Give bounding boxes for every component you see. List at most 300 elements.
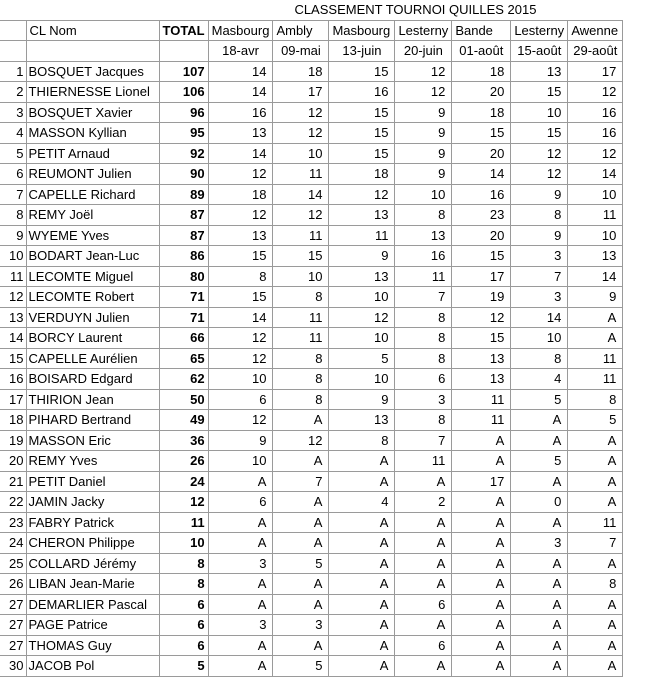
total-cell: 49 [159,410,208,431]
player-name-cell: REMY Joël [26,205,159,226]
rank-cell: 15 [0,348,26,369]
score-cell: A [511,553,568,574]
rank-cell: 22 [0,492,26,513]
score-cell: A [511,594,568,615]
score-cell: 12 [208,164,273,185]
score-cell: A [452,635,511,656]
rank-cell: 10 [0,246,26,267]
score-cell: A [511,635,568,656]
score-cell: 8 [395,307,452,328]
table-row [0,635,623,656]
score-cell: 11 [395,266,452,287]
rank-cell: 7 [0,184,26,205]
score-cell: 7 [273,471,329,492]
score-cell: A [273,512,329,533]
score-cell: 14 [208,61,273,82]
rank-cell: 5 [0,143,26,164]
score-cell: 15 [329,143,395,164]
score-cell: 15 [329,61,395,82]
score-cell: A [511,471,568,492]
score-cell: 10 [568,184,623,205]
score-cell: 9 [208,430,273,451]
rank-cell: 13 [0,307,26,328]
score-cell: 17 [273,82,329,103]
table-row [0,656,623,677]
score-cell: 7 [395,430,452,451]
total-cell: 71 [159,307,208,328]
player-name-cell: REUMONT Julien [26,164,159,185]
score-cell: A [511,410,568,431]
score-cell: 12 [273,102,329,123]
header-venue-5: Bande [452,20,511,41]
score-cell: 15 [452,328,511,349]
total-cell: 26 [159,451,208,472]
header-venue-3: Masbourg [329,20,395,41]
table-row [0,61,623,82]
total-cell: 92 [159,143,208,164]
rank-cell: 8 [0,205,26,226]
total-cell: 8 [159,553,208,574]
player-name-cell: BOSQUET Xavier [26,102,159,123]
total-cell: 87 [159,225,208,246]
score-cell: 16 [208,102,273,123]
header-venues-row [0,20,623,41]
score-cell: 13 [511,61,568,82]
table-row [0,82,623,103]
score-cell: 15 [452,123,511,144]
rank-cell: 23 [0,512,26,533]
score-cell: 18 [329,164,395,185]
score-cell: A [329,574,395,595]
table-row [0,430,623,451]
total-cell: 11 [159,512,208,533]
score-cell: 15 [511,123,568,144]
score-cell: A [273,574,329,595]
total-cell: 12 [159,492,208,513]
rank-cell: 3 [0,102,26,123]
total-cell: 71 [159,287,208,308]
total-cell: 36 [159,430,208,451]
rank-cell: 14 [0,328,26,349]
total-cell: 86 [159,246,208,267]
total-cell: 106 [159,82,208,103]
score-cell: A [395,512,452,533]
rank-cell: 4 [0,123,26,144]
table-row [0,512,623,533]
player-name-cell: LECOMTE Miguel [26,266,159,287]
score-cell: A [511,574,568,595]
total-cell: 6 [159,635,208,656]
rank-cell: 27 [0,615,26,636]
table-row [0,246,623,267]
score-cell: 11 [273,225,329,246]
score-cell: A [395,533,452,554]
score-cell: A [452,430,511,451]
score-cell: 10 [273,266,329,287]
rank-cell: 18 [0,410,26,431]
total-cell: 87 [159,205,208,226]
total-cell: 65 [159,348,208,369]
score-cell: A [273,451,329,472]
player-name-cell: REMY Yves [26,451,159,472]
table-row [0,266,623,287]
score-cell: A [395,471,452,492]
score-cell: A [568,471,623,492]
rank-cell: 2 [0,82,26,103]
score-cell: 6 [208,492,273,513]
score-cell: 14 [452,164,511,185]
total-cell: 89 [159,184,208,205]
header-venue-2: Ambly [273,20,329,41]
table-row [0,143,623,164]
score-cell: 11 [329,225,395,246]
score-cell: A [452,574,511,595]
score-cell: 6 [395,594,452,615]
score-cell: A [208,635,273,656]
total-cell: 80 [159,266,208,287]
table-row [0,594,623,615]
score-cell: 3 [208,615,273,636]
score-cell: 18 [452,102,511,123]
score-cell: A [452,533,511,554]
score-cell: 13 [568,246,623,267]
table-row [0,348,623,369]
score-cell: 14 [568,266,623,287]
table-row [0,328,623,349]
rank-cell: 16 [0,369,26,390]
score-cell: 3 [273,615,329,636]
score-cell: 18 [452,61,511,82]
score-cell: 8 [329,430,395,451]
header-date-3: 13-juin [329,41,395,62]
table-row [0,287,623,308]
score-cell: 12 [329,307,395,328]
score-cell: A [568,307,623,328]
table-row [0,471,623,492]
total-cell: 62 [159,369,208,390]
score-cell: 16 [395,246,452,267]
score-cell: 9 [395,102,452,123]
score-cell: 17 [568,61,623,82]
score-cell: 12 [208,348,273,369]
table-row [0,225,623,246]
score-cell: 15 [273,246,329,267]
score-cell: 11 [452,389,511,410]
score-cell: 12 [511,164,568,185]
score-cell: 8 [511,205,568,226]
score-cell: 9 [329,389,395,410]
score-cell: 12 [208,328,273,349]
table-row [0,533,623,554]
rank-cell: 11 [0,266,26,287]
score-cell: 8 [208,266,273,287]
table-row [0,492,623,513]
score-cell: A [511,615,568,636]
rank-cell: 6 [0,164,26,185]
score-cell: A [329,615,395,636]
table-row [0,410,623,431]
rank-cell: 25 [0,553,26,574]
score-cell: A [452,451,511,472]
score-cell: 5 [568,410,623,431]
player-name-cell: LECOMTE Robert [26,287,159,308]
score-cell: 6 [395,369,452,390]
score-cell: 16 [568,123,623,144]
score-cell: 15 [208,246,273,267]
score-cell: 11 [568,512,623,533]
header-total: TOTAL [159,20,208,41]
player-name-cell: THIRION Jean [26,389,159,410]
score-cell: 12 [395,61,452,82]
score-cell: 10 [568,225,623,246]
total-cell: 10 [159,533,208,554]
score-cell: 5 [511,451,568,472]
player-name-cell: PIHARD Bertrand [26,410,159,431]
score-cell: 5 [329,348,395,369]
score-cell: A [273,533,329,554]
score-cell: 10 [511,102,568,123]
score-cell: 8 [273,369,329,390]
total-cell: 95 [159,123,208,144]
score-cell: 12 [568,143,623,164]
score-cell: 15 [329,123,395,144]
score-cell: 17 [452,471,511,492]
score-cell: 13 [452,348,511,369]
score-cell: 15 [208,287,273,308]
score-cell: A [395,656,452,677]
title-row [0,0,623,20]
sheet-title: CLASSEMENT TOURNOI QUILLES 2015 [294,2,537,18]
score-cell: A [452,492,511,513]
score-cell: 10 [329,328,395,349]
header-date-7: 29-août [568,41,623,62]
score-cell: 10 [511,328,568,349]
score-cell: A [452,553,511,574]
score-cell: 14 [568,164,623,185]
table-row [0,102,623,123]
rank-cell: 9 [0,225,26,246]
score-cell: 12 [208,205,273,226]
header-date-4: 20-juin [395,41,452,62]
player-name-cell: WYEME Yves [26,225,159,246]
rank-cell: 20 [0,451,26,472]
score-cell: A [568,451,623,472]
table-row [0,307,623,328]
score-cell: 16 [568,102,623,123]
table-row [0,164,623,185]
score-cell: A [568,635,623,656]
score-cell: 10 [329,369,395,390]
score-cell: 14 [273,184,329,205]
score-cell: A [395,553,452,574]
score-cell: 8 [568,574,623,595]
score-cell: 3 [511,533,568,554]
score-cell: 12 [395,82,452,103]
player-name-cell: CHERON Philippe [26,533,159,554]
score-cell: 12 [511,143,568,164]
player-name-cell: CAPELLE Richard [26,184,159,205]
total-cell: 107 [159,61,208,82]
table-row [0,574,623,595]
score-cell: 8 [273,348,329,369]
header-venue-7: Awenne [568,20,623,41]
score-cell: A [511,430,568,451]
score-cell: 11 [273,328,329,349]
table-row [0,123,623,144]
score-cell: 12 [208,410,273,431]
score-cell: 9 [395,143,452,164]
score-cell: 9 [329,246,395,267]
rank-cell: 27 [0,594,26,615]
rank-cell: 26 [0,574,26,595]
score-cell: 6 [208,389,273,410]
score-cell: A [329,656,395,677]
rank-cell: 12 [0,287,26,308]
score-cell: A [452,656,511,677]
score-cell: A [568,656,623,677]
rank-cell: 27 [0,635,26,656]
total-cell: 6 [159,594,208,615]
score-cell: 10 [208,451,273,472]
header-date-6: 15-août [511,41,568,62]
score-cell: 14 [208,143,273,164]
player-name-cell: BODART Jean-Luc [26,246,159,267]
score-cell: 13 [329,410,395,431]
score-cell: 12 [568,82,623,103]
score-cell: A [208,471,273,492]
total-cell: 24 [159,471,208,492]
score-cell: 17 [452,266,511,287]
score-cell: 16 [452,184,511,205]
score-cell: A [452,615,511,636]
score-cell: 12 [452,307,511,328]
score-cell: 4 [329,492,395,513]
score-cell: A [208,533,273,554]
score-cell: 15 [329,102,395,123]
score-cell: 8 [273,389,329,410]
score-cell: 0 [511,492,568,513]
table-row [0,451,623,472]
player-name-cell: VERDUYN Julien [26,307,159,328]
score-cell: A [273,635,329,656]
player-name-cell: THOMAS Guy [26,635,159,656]
header-cl-nom: CL Nom [26,20,159,41]
score-cell: A [329,451,395,472]
score-cell: 10 [329,287,395,308]
total-cell: 90 [159,164,208,185]
table-row [0,553,623,574]
score-cell: A [329,553,395,574]
player-name-cell: FABRY Patrick [26,512,159,533]
score-cell: A [568,553,623,574]
score-cell: 19 [452,287,511,308]
score-cell: 11 [273,164,329,185]
score-cell: A [568,430,623,451]
table-row [0,184,623,205]
score-cell: 12 [329,184,395,205]
rank-cell: 1 [0,61,26,82]
score-cell: 11 [568,348,623,369]
score-cell: 20 [452,143,511,164]
score-cell: 12 [273,205,329,226]
score-cell: 8 [395,205,452,226]
score-cell: A [208,512,273,533]
player-name-cell: PETIT Arnaud [26,143,159,164]
score-cell: 23 [452,205,511,226]
player-name-cell: PETIT Daniel [26,471,159,492]
table-row [0,205,623,226]
total-cell: 6 [159,615,208,636]
score-cell: 10 [273,143,329,164]
total-cell: 96 [159,102,208,123]
score-cell: 5 [273,656,329,677]
score-cell: 11 [568,369,623,390]
player-name-cell: THIERNESSE Lionel [26,82,159,103]
score-cell: A [452,512,511,533]
score-cell: A [208,656,273,677]
score-cell: A [511,512,568,533]
score-cell: 11 [273,307,329,328]
player-name-cell: JAMIN Jacky [26,492,159,513]
player-name-cell: MASSON Eric [26,430,159,451]
score-cell: 8 [395,348,452,369]
score-cell: 8 [273,287,329,308]
player-name-cell: BOISARD Edgard [26,369,159,390]
score-cell: 16 [329,82,395,103]
score-cell: A [395,574,452,595]
rank-cell: 24 [0,533,26,554]
rank-cell: 21 [0,471,26,492]
score-cell: 9 [395,164,452,185]
table-row [0,389,623,410]
score-cell: 11 [452,410,511,431]
score-cell: A [329,594,395,615]
player-name-cell: CAPELLE Aurélien [26,348,159,369]
total-cell: 5 [159,656,208,677]
rank-cell: 17 [0,389,26,410]
score-cell: 8 [395,328,452,349]
score-cell: 13 [208,225,273,246]
score-cell: A [511,656,568,677]
total-cell: 50 [159,389,208,410]
player-name-cell: BOSQUET Jacques [26,61,159,82]
score-cell: 3 [208,553,273,574]
score-cell: 10 [208,369,273,390]
total-cell: 66 [159,328,208,349]
score-cell: 15 [452,246,511,267]
score-cell: 5 [511,389,568,410]
score-cell: A [329,512,395,533]
score-cell: A [568,594,623,615]
score-cell: 13 [329,205,395,226]
score-cell: A [568,615,623,636]
score-cell: 3 [395,389,452,410]
score-cell: 13 [452,369,511,390]
score-cell: 18 [273,61,329,82]
score-cell: 3 [511,287,568,308]
score-cell: 10 [395,184,452,205]
player-name-cell: LIBAN Jean-Marie [26,574,159,595]
header-dates-row [0,41,623,62]
rank-cell: 30 [0,656,26,677]
score-cell: A [568,328,623,349]
score-cell: A [208,594,273,615]
score-cell: A [329,533,395,554]
score-cell: 9 [568,287,623,308]
player-name-cell: DEMARLIER Pascal [26,594,159,615]
score-cell: 13 [208,123,273,144]
player-name-cell: JACOB Pol [26,656,159,677]
